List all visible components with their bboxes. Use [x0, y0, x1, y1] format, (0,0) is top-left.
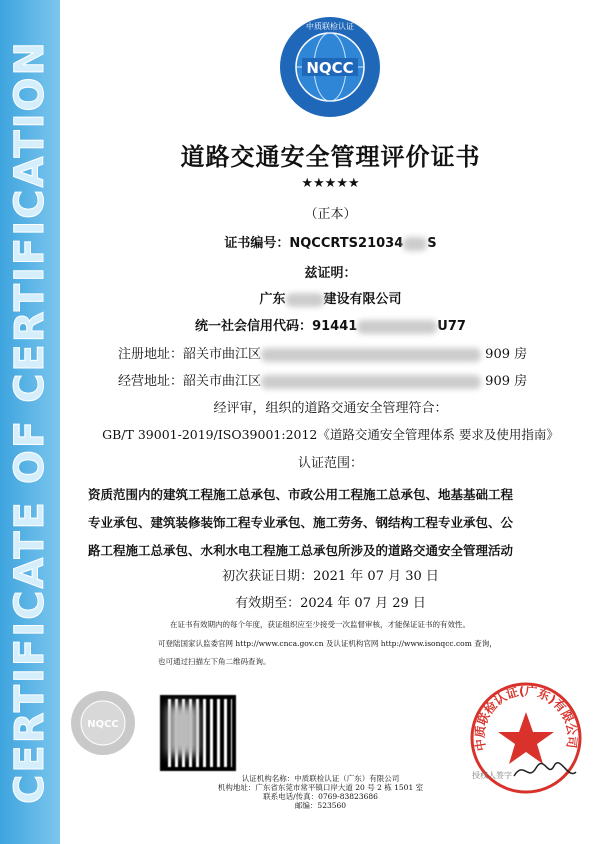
review-text: 经评审，组织的道路交通安全管理符合：	[213, 401, 448, 416]
company-name: 广东 建设有限公司	[259, 292, 402, 307]
qr-blur	[168, 705, 198, 755]
svg-text:中质联检认证: 中质联检认证	[306, 22, 354, 31]
valid-until: 有效期至：2024 年 07 月 29 日	[235, 596, 426, 611]
signature	[510, 758, 580, 784]
nqcc-logo-small	[70, 690, 136, 756]
cert-number: 证书编号：NQCCRTS21034 S	[224, 236, 437, 251]
attest: 兹证明：	[304, 266, 357, 281]
operating-address: 经营地址：韶关市曲江区 909 房	[118, 374, 528, 389]
side-watermark-text: CERTIFICATE OF CERTIFICATION	[7, 40, 53, 804]
standard: GB/T 39001-2019/ISO39001:2012《道路交通安全管理体系 要求及使用指南》	[102, 427, 559, 442]
svg-text:NQCC: NQCC	[306, 59, 354, 77]
certificate-title: 道路交通安全管理评价证书	[180, 143, 481, 171]
note-2: 可登陆国家认监委官网 http://www.cnca.gov.cn 及认证机构官网 http://www.isonqcc.com 查询，	[158, 639, 497, 648]
signature-label: 授权人签字	[472, 771, 512, 780]
scope-label: 认证范围：	[297, 456, 363, 471]
credit-code: 统一社会信用代码：91441 U77	[195, 319, 466, 334]
stars: ★★★★★	[301, 176, 360, 191]
copy-type: （正本）	[304, 207, 357, 222]
issuer-info: 认证机构名称：中质联检认证（广东）有限公司 机构地址：广东省东莞市常平镇口岸大道 20 号 2 栋 1501 室 联系电话/传真：0769-83823686 邮编：523560	[217, 774, 424, 810]
svg-text:中质联检认证(广东)有限公司: 中质联检认证(广东)有限公司	[472, 683, 580, 753]
registered-address: 注册地址：韶关市曲江区 909 房	[118, 347, 528, 362]
note-3: 也可通过扫描左下角二维码查询。	[158, 657, 271, 666]
svg-text:NQCC: NQCC	[87, 719, 119, 730]
note-1: 在证书有效期内的每个年度，获证组织应至少接受一次监督审核，才能保证证书的有效性。	[170, 620, 470, 629]
nqcc-logo	[278, 15, 382, 119]
scope-text: 资质范围内的建筑工程施工总承包、市政公用工程施工总承包、地基基础工程 专业承包、建筑装修装饰工程专业承包、施工劳务、钢结构工程专业承包、公 路工程施工总承包、水利水电工程施工总承包所涉及的道路交通安全管理活动	[88, 487, 514, 558]
first-issue-date: 初次获证日期：2021 年 07 月 30 日	[222, 569, 439, 584]
